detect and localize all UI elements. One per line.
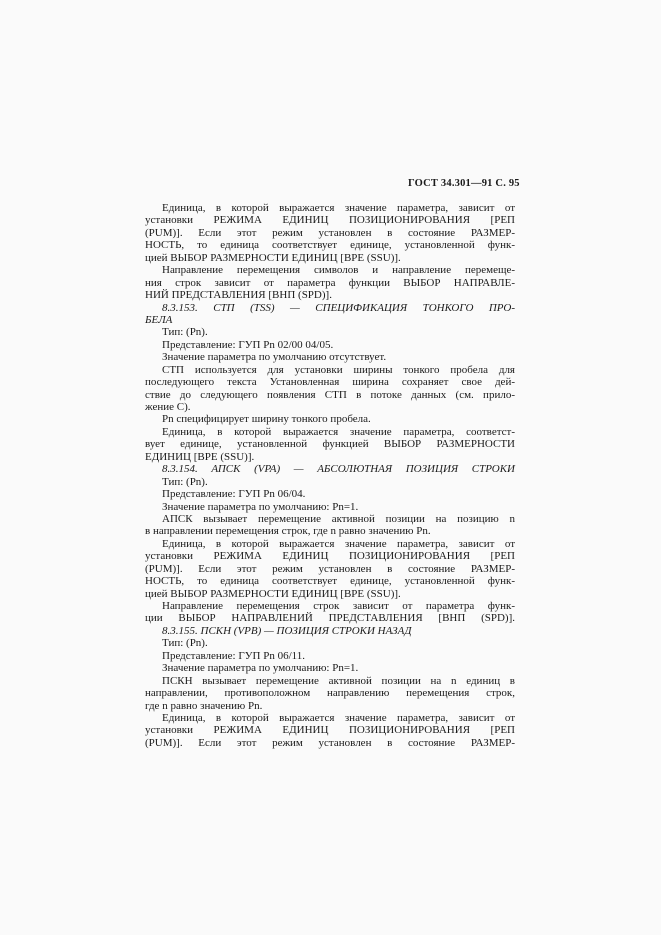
text-line: Направление перемещения символов и направление перемеще- — [162, 264, 515, 277]
text-line: Единица, в которой выражается значение параметра, соответст- — [162, 425, 515, 438]
text-line: НИЙ ПРЕДСТАВЛЕНИЯ [ВНП (SPD)]. — [145, 289, 332, 302]
text-line: направлении, противоположном направлению перемещения строк, — [145, 687, 515, 700]
text-line: ции ВЫБОР НАПРАВЛЕНИЙ ПРЕДСТАВЛЕНИЯ [ВНП (SPD)]. — [145, 612, 515, 625]
text-line: Направление перемещения строк зависит от параметра функ- — [162, 600, 515, 612]
text-line: (PUM)]. Если этот режим установлен в состояние РАЗМЕР- — [145, 736, 515, 749]
text-line: Тип: (Pn). — [162, 326, 208, 339]
text-line: Единица, в которой выражается значение параметра, зависит от — [162, 537, 515, 550]
text-line: НОСТЬ, то единица соответствует единице, установленной функ- — [145, 239, 515, 252]
text-line: цией ВЫБОР РАЗМЕРНОСТИ ЕДИНИЦ [ВРЕ (SSU)]. — [145, 587, 401, 600]
text-line: цией ВЫБОР РАЗМЕРНОСТИ ЕДИНИЦ [ВРЕ (SSU)]. — [145, 251, 401, 264]
text-line: ПСКН вызывает перемещение активной позиции на n единиц в — [162, 674, 515, 687]
text-line: (PUM)]. Если этот режим установлен в состояние РАЗМЕР- — [145, 226, 515, 239]
text-line: (PUM)]. Если этот режим установлен в состояние РАЗМЕР- — [145, 562, 515, 575]
section-heading-line: 8.3.153. СТП (TSS) — СПЕЦИФИКАЦИЯ ТОНКОГО ПРО- — [162, 301, 515, 314]
text-line: Представление: ГУП Pn 06/04. — [162, 488, 306, 501]
document-body — [145, 202, 515, 749]
text-line: в направлении перемещения строк, где n равно значению Pn. — [145, 525, 431, 538]
text-line: Тип: (Pn). — [162, 475, 208, 488]
text-line: жение С). — [145, 401, 191, 413]
text-line: последующего текста Установленная ширина сохраняет свое дей- — [145, 376, 515, 389]
text-line: Единица, в которой выражается значение параметра, зависит от — [162, 711, 515, 724]
text-line: ствие до следующего появления СТП в потоке данных (см. прило- — [145, 388, 515, 401]
text-line: Представление: ГУП Pn 06/11. — [162, 649, 305, 662]
text-line: Значение параметра по умолчанию: Pn=1. — [162, 662, 359, 675]
text-line: вует единице, установленной функцией ВЫБОР РАЗМЕРНОСТИ — [145, 438, 515, 451]
section-heading-line: 8.3.155. ПСКН (VPB) — ПОЗИЦИЯ СТРОКИ НАЗАД — [162, 624, 412, 637]
text-line: установки РЕЖИМА ЕДИНИЦ ПОЗИЦИОНИРОВАНИЯ [РЕП — [145, 724, 515, 737]
text-line: Значение параметра по умолчанию: Pn=1. — [162, 500, 359, 513]
text-line: НОСТЬ, то единица соответствует единице, установленной функ- — [145, 575, 515, 588]
text-line: установки РЕЖИМА ЕДИНИЦ ПОЗИЦИОНИРОВАНИЯ [РЕП — [145, 550, 515, 563]
text-line: АПСК вызывает перемещение активной позиции на позицию n — [162, 512, 515, 525]
text-line: СТП используется для установки ширины тонкого пробела для — [162, 363, 515, 376]
text-line: Значение параметра по умолчанию отсутствует. — [162, 351, 387, 364]
text-line: Тип: (Pn). — [162, 637, 208, 650]
text-line: где n равно значению Pn. — [145, 699, 263, 712]
text-line: Единица, в которой выражается значение параметра, зависит от — [162, 202, 515, 214]
section-heading-line: БЕЛА — [145, 313, 173, 326]
section-heading-line: 8.3.154. АПСК (VPA) — АБСОЛЮТНАЯ ПОЗИЦИЯ СТРОКИ — [162, 463, 515, 476]
text-line: Представление: ГУП Pn 02/00 04/05. — [162, 338, 334, 351]
text-line: установки РЕЖИМА ЕДИНИЦ ПОЗИЦИОНИРОВАНИЯ [РЕП — [145, 214, 515, 227]
text-line: ния строк зависит от параметра функции ВЫБОР НАПРАВЛЕ- — [145, 276, 515, 289]
text-line: Pn специфицирует ширину тонкого пробела. — [162, 413, 371, 426]
text-line: ЕДИНИЦ [ВРЕ (SSU)]. — [145, 450, 255, 463]
page-header: ГОСТ 34.301—91 С. 95 — [408, 178, 520, 189]
